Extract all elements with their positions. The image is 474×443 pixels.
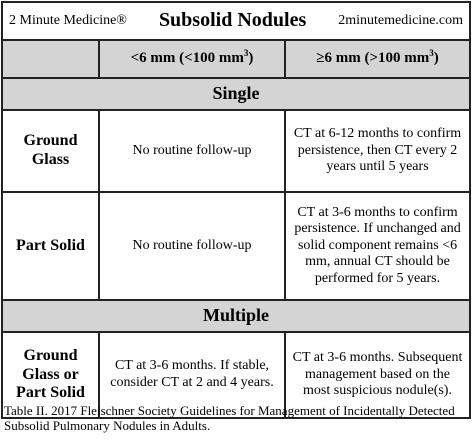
column-header-large-text: ≥6 mm (>100 mm bbox=[316, 50, 430, 67]
cell-ground-glass-small: No routine follow-up bbox=[99, 110, 285, 192]
column-header-large-sup: 3 bbox=[429, 48, 434, 59]
table-header-row bbox=[2, 2, 470, 40]
table-row bbox=[2, 110, 470, 192]
column-header-small-tail: ) bbox=[248, 50, 254, 67]
column-header-large bbox=[285, 40, 470, 78]
section-header-multiple: Multiple bbox=[2, 300, 470, 332]
row-label-ground-glass-or-part-solid: Ground Glass or Part Solid bbox=[2, 332, 99, 418]
column-header-large-tail: ) bbox=[433, 50, 439, 67]
column-header-small bbox=[99, 40, 285, 78]
table-caption: Table II. 2017 Fleischner Society Guidelines for Management of Incidentally Detected Subsolid Pulmonary Nodules in Adults. bbox=[4, 403, 455, 434]
table-row bbox=[2, 192, 470, 300]
cell-ground-glass-large: CT at 6-12 months to confirm persistence, then CT every 2 years until 5 years bbox=[285, 110, 470, 192]
header-bar bbox=[9, 9, 463, 33]
guidelines-table bbox=[1, 1, 471, 419]
column-header-small-sup: 3 bbox=[243, 48, 249, 59]
cell-part-solid-large: CT at 3-6 months to confirm persistence. If unchanged and solid component remains <6 mm, annual CT should be performed for 5 years. bbox=[285, 192, 470, 300]
section-row-multiple bbox=[2, 300, 470, 332]
row-label-part-solid: Part Solid bbox=[2, 192, 99, 300]
table-title: Subsolid Nodules bbox=[158, 9, 307, 32]
cell-part-solid-small: No routine follow-up bbox=[99, 192, 285, 300]
section-header-single: Single bbox=[2, 78, 470, 110]
website-label: 2minutemedicine.com bbox=[338, 12, 464, 28]
cell-multiple-small: CT at 3-6 months. If stable, consider CT at 2 and 4 years. bbox=[99, 332, 285, 418]
brand-label: 2 Minute Medicine® bbox=[9, 12, 127, 28]
section-row-single bbox=[2, 78, 470, 110]
row-label-ground-glass: Ground Glass bbox=[2, 110, 99, 192]
corner-cell bbox=[2, 40, 99, 78]
header-cell bbox=[2, 2, 470, 40]
cell-multiple-large: CT at 3-6 months. Subsequent management based on the most suspicious nodule(s). bbox=[285, 332, 470, 418]
column-header-small-text: <6 mm (<100 mm bbox=[130, 50, 244, 67]
column-header-row bbox=[2, 40, 470, 78]
